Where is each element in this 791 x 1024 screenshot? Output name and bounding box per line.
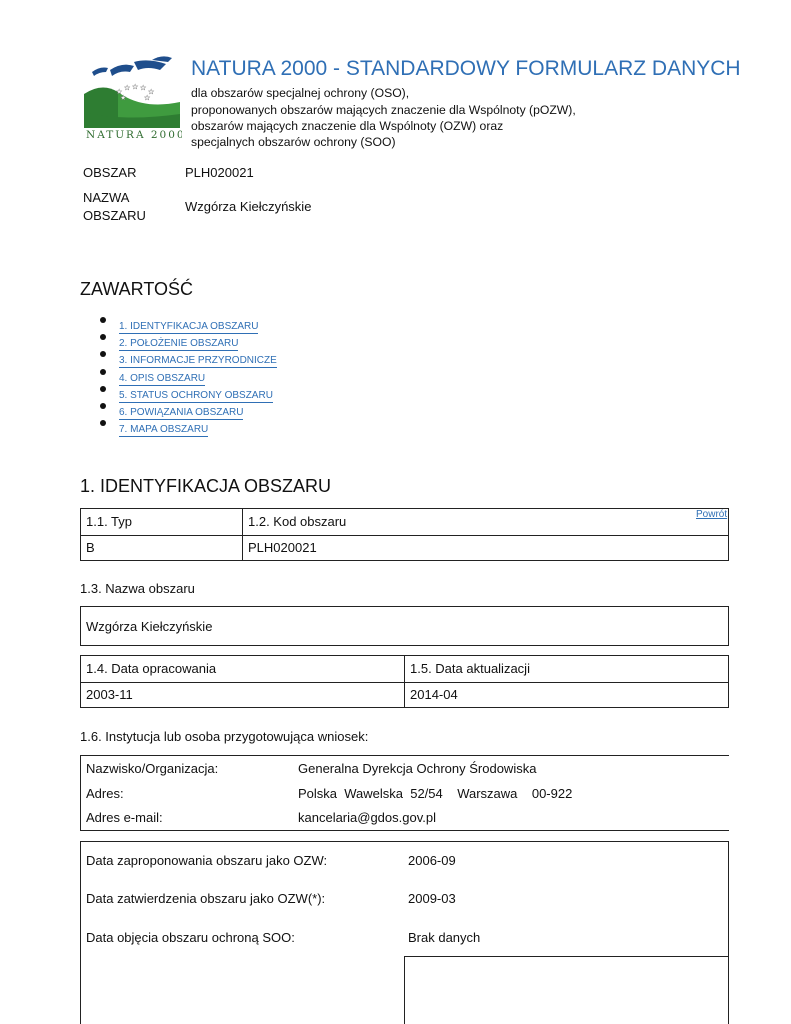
toc-link-identification[interactable]: 1. IDENTYFIKACJA OBSZARU: [119, 321, 259, 332]
dates-box-right: [728, 841, 729, 1024]
site-name-label-2: OBSZARU: [83, 208, 146, 223]
dates-box-left: [80, 841, 81, 1024]
confirmed-sci-label: Data zatwierdzenia obszaru jako OZW(*):: [86, 891, 326, 906]
svg-text:★: ★: [132, 84, 139, 91]
inner-box-left: [404, 956, 405, 1024]
site-code-value: PLH020021: [185, 165, 254, 180]
sac-label: Data objęcia obszaru ochroną SOO:: [86, 930, 295, 945]
email-value: kancelaria@gdos.gov.pl: [298, 810, 436, 825]
subtitle-line-3: obszarów mających znaczenie dla Wspólnoty (OZW) oraz: [191, 119, 504, 133]
respondent-label: 1.6. Instytucja lub osoba przygotowująca wniosek:: [80, 729, 369, 744]
compiled-value: 2003-11: [86, 687, 133, 702]
bullet-icon: [100, 351, 106, 357]
subtitle-line-2: proponowanych obszarów mających znaczenie dla Wspólnoty (pOZW),: [191, 103, 576, 117]
bullet-icon: [100, 369, 106, 375]
logo-lettering: NATURA 2000: [86, 129, 182, 141]
subtitle-line-1: dla obszarów specjalnej ochrony (OSO),: [191, 86, 410, 100]
table-divider: [80, 682, 729, 683]
svg-text:★: ★: [144, 95, 151, 102]
toc-link-ecological-info[interactable]: 3. INFORMACJE PRZYRODNICZE: [119, 355, 277, 367]
bullet-icon: [100, 317, 106, 323]
bullet-icon: [100, 420, 106, 426]
toc-item: [100, 385, 277, 402]
table-divider: [80, 535, 729, 536]
toc-item: [100, 333, 277, 350]
org-label: Nazwisko/Organizacja:: [86, 761, 219, 776]
proposed-sci-label: Data zaproponowania obszaru jako OZW:: [86, 853, 328, 868]
toc-heading: ZAWARTOŚĆ: [80, 279, 194, 299]
code-label: 1.2. Kod obszaru: [248, 514, 347, 529]
address-label: Adres:: [86, 786, 124, 801]
bullet-icon: [100, 403, 106, 409]
toc-item: [100, 316, 277, 333]
svg-text:★: ★: [148, 89, 155, 96]
bullet-icon: [100, 334, 106, 340]
updated-label: 1.5. Data aktualizacji: [410, 661, 530, 676]
toc-item: [100, 350, 277, 367]
toc-link-protection-status[interactable]: 5. STATUS OCHRONY OBSZARU: [119, 389, 273, 401]
svg-text:★: ★: [120, 95, 127, 102]
svg-text:★: ★: [116, 89, 123, 96]
back-to-top-link[interactable]: Powrót: [696, 509, 728, 520]
bullet-icon: [100, 386, 106, 392]
section-1-heading: 1. IDENTYFIKACJA OBSZARU: [80, 476, 332, 496]
toc-link-map[interactable]: 7. MAPA OBSZARU: [119, 424, 209, 436]
toc-link-relations[interactable]: 6. POWIĄZANIA OBSZARU: [119, 406, 244, 418]
toc-list: [100, 316, 277, 436]
respondent-left-border: [80, 755, 81, 831]
confirmed-sci-value: 2009-03: [408, 891, 456, 906]
address-value: Polska Wawelska 52/54 Warszawa 00-922: [298, 786, 573, 801]
natura-2000-logo: [82, 52, 182, 142]
site-name-value: Wzgórza Kiełczyńskie: [185, 199, 312, 214]
svg-text:★: ★: [124, 85, 131, 92]
name-value: Wzgórza Kiełczyńskie: [86, 619, 213, 634]
respondent-top-border: [80, 755, 729, 756]
dates-box-top: [80, 841, 729, 842]
site-code-label: OBSZAR: [83, 165, 137, 180]
email-label: Adres e-mail:: [86, 810, 163, 825]
code-value: PLH020021: [248, 540, 317, 555]
toc-item: [100, 402, 277, 419]
toc-item: [100, 419, 277, 436]
respondent-bottom-border: [80, 830, 729, 831]
page-title: NATURA 2000 - STANDARDOWY FORMULARZ DANYCH: [191, 57, 741, 80]
toc-link-location[interactable]: 2. POŁOŻENIE OBSZARU: [119, 338, 239, 350]
natura-logo-graphic: [82, 52, 182, 142]
site-name-label-1: NAZWA: [83, 190, 130, 205]
type-value: B: [86, 540, 95, 555]
updated-value: 2014-04: [410, 687, 458, 702]
sac-value: Brak danych: [408, 930, 481, 945]
org-value: Generalna Dyrekcja Ochrony Środowiska: [298, 761, 537, 776]
toc-link-description[interactable]: 4. OPIS OBSZARU: [119, 372, 206, 384]
name-label: 1.3. Nazwa obszaru: [80, 581, 195, 596]
toc-item: [100, 368, 277, 385]
subtitle-line-4: specjalnych obszarów ochrony (SOO): [191, 135, 396, 149]
svg-text:★: ★: [140, 85, 147, 92]
proposed-sci-value: 2006-09: [408, 853, 456, 868]
compiled-label: 1.4. Data opracowania: [86, 661, 217, 676]
type-label: 1.1. Typ: [86, 514, 133, 529]
inner-box-top: [404, 956, 729, 957]
